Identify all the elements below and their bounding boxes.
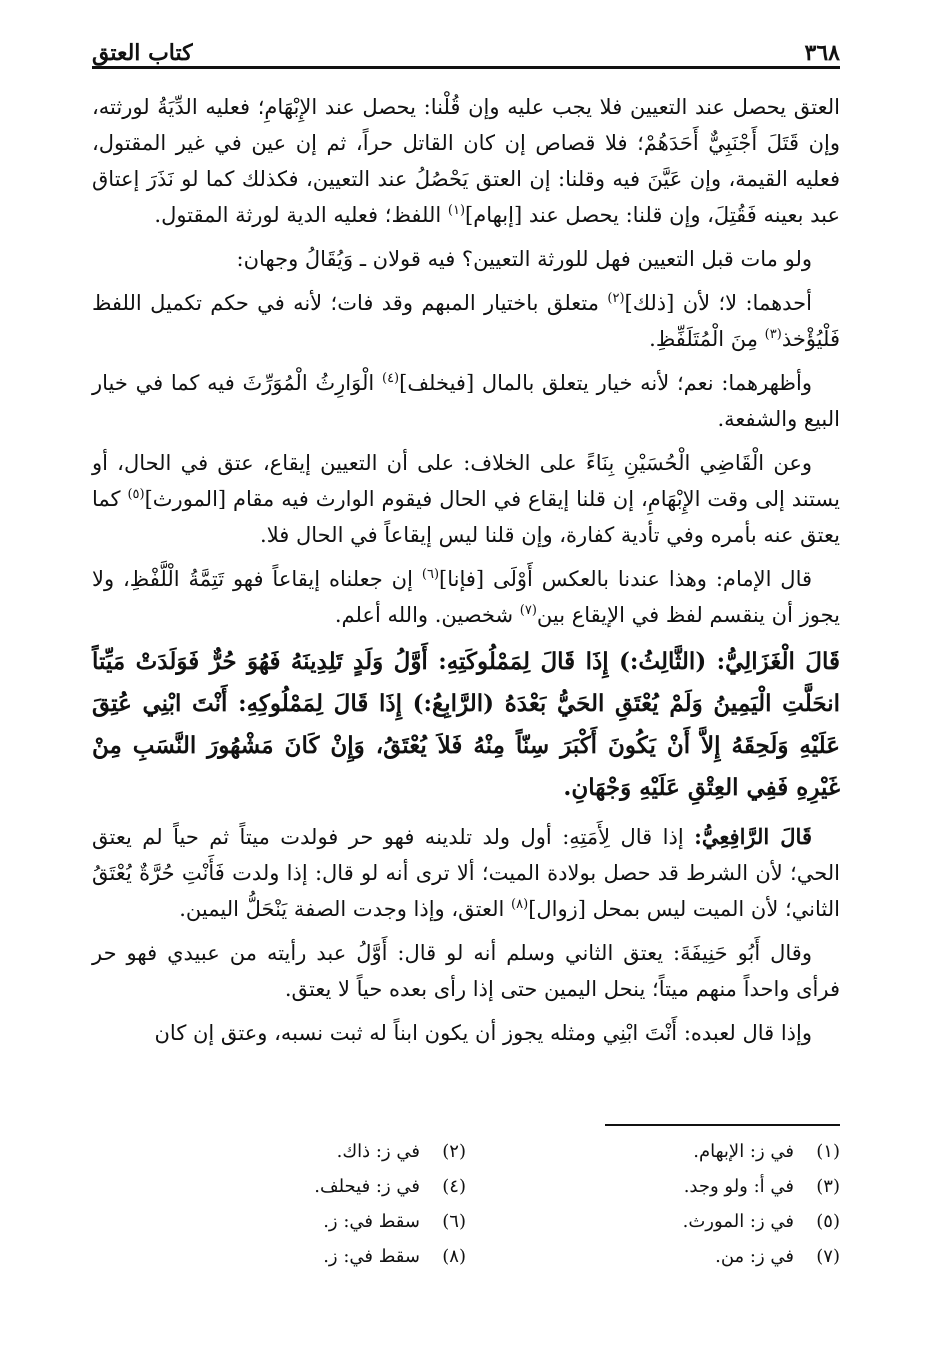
rafii-label: قَالَ الرَّافِعِيُّ: bbox=[694, 824, 812, 849]
footnote-1: (١)في ز: الإبهام. bbox=[693, 1141, 840, 1162]
paragraph-5: وعن الْقَاضِي الْحُسَيْنِ بِنَاءً على الخلاف: على أن التعيين إيقاع، عتق في الحال، أو يستند إلى وقت الإِبْهَامِ، إن قلنا إيقاع في الحال فيقوم الوارث فيه مقام [المورث]$^{(٥)}$ كما يعتق عنه بأمره وفي تأدية كفارة، وإن قلنا ليس إيقاعاً في الحال فلا. bbox=[92, 451, 840, 547]
paragraph-4: وأظهرهما: نعم؛ لأنه خيار يتعلق بالمال [فيخلف]$^{(٤)}$ الْوَارِثُ الْمُوَرِّثَ فيه كما في خيار البيع والشفعة. bbox=[92, 371, 840, 431]
footnote-3: (٣)في أ: ولو وجد. bbox=[683, 1176, 840, 1197]
footnote-2: (٢)في ز: ذاك. bbox=[336, 1141, 466, 1162]
paragraph-6: قال الإمام: وهذا عندنا بالعكس أَوْلَى [فإنا]$^{(٦)}$ إن جعلناه إيقاعاً فهو تَتِمَّةُ الْلَّفْظِ، ولا يجوز أن ينقسم لفظ في الإيقاع بين$^{(٧)}$ شخصين. والله أعلم. bbox=[92, 567, 840, 627]
footnotes bbox=[92, 1134, 840, 1274]
footnote-7: (٧)في ز: من. bbox=[715, 1246, 840, 1267]
footnote-ref-5: (٥) bbox=[127, 487, 145, 502]
rafii-paragraph: قَالَ الرَّافِعِيُّ: إذا قال لِأَمَتِهِ: أول ولد تلدينه فهو حر فولدت ميتاً ثم حياً لم يعتق الحي؛ لأن الشرط قد حصل بولادة الميت؛ ألا ترى أنه لو قال: إذا ولدت فَأَنْتِ حُرَّةٌ يُعْتَقُ الثاني؛ لأن الميت ليس بمحل [زوال]$^{(٨)}$ العتق، وإذا وجدت الصفة يَنْحَلُّ اليمين. bbox=[92, 824, 840, 921]
footnote-ref-6: (٦) bbox=[421, 567, 440, 582]
hanifa-paragraph: وقال أَبُو حَنِيفَةَ: يعتق الثاني وسلم أنه لو قال: أَوَّلُ عبد رأيته من عبيدي فهو حر فرأى واحداً منهم ميتاً؛ ينحل اليمين حتى إذا رأى بعده حياً لا يعتق. bbox=[92, 941, 840, 1001]
footnote-5: (٥)في ز: المورث. bbox=[682, 1211, 840, 1232]
book-title: كتاب العتق bbox=[92, 40, 193, 66]
footnote-ref-8: (٨) bbox=[511, 897, 529, 912]
last-paragraph: وإذا قال لعبده: أَنْتَ ابْنِي ومثله يجوز أن يكون ابناً له ثبت نسبه، وعتق إن كان bbox=[154, 1021, 812, 1045]
footnote-ref-7: (٧) bbox=[519, 603, 537, 618]
footnote-ref-2: (٢) bbox=[607, 291, 625, 306]
paragraph-2: ولو مات قبل التعيين فهل للورثة التعيين؟ فيه قولان ـ وَيُقَالُ وجهان: bbox=[236, 247, 812, 271]
footnote-ref-1: (١) bbox=[447, 203, 466, 218]
ghazali-text: قَالَ الْغَزَالِيُّ: (الثَّالِثُ:) إِذَا قَالَ لِمَمْلُوكَتِهِ: أَوَّلُ وَلَدٍ تَلِدِينَهُ فَهُوَ حُرٌّ فَوَلَدَتْ مَيِّتاً انحَلَّتِ الْيَمِينُ وَلَمْ يُعْتَقِ الحَيُّ بَعْدَهُ (الرَّابِعُ:) إِذَا قَالَ لِمَمْلُوكِهِ: أَنْتَ ابْنِي عُتِقَ عَلَيْهِ وَلَحِقَهُ إِلاَّ أَنْ يَكُونَ أَكْبَرَ سِنّاً مِنْهُ فَلاَ يُعْتَقُ، وَإِنْ كَانَ مَشْهُورَ النَّسَبِ مِنْ غَيْرِهِ فَفِي العِتْقِ عَلَيْهِ وَجْهَانِ. bbox=[92, 648, 840, 801]
paragraph-3: أحدهما: لا؛ لأن [ذلك]$^{(٢)}$ متعلق باختيار المبهم وقد فات؛ لأنه في حكم تكميل اللفظ فَلْيُؤْخذ$^{(٣)}$ مِنَ الْمُتَلَفِّظِ. bbox=[92, 291, 840, 351]
footnote-ref-4: (٤) bbox=[381, 371, 400, 386]
footnote-6: (٦)سقط في: ز. bbox=[323, 1211, 466, 1232]
footnote-4: (٤)في ز: فيحلف. bbox=[314, 1176, 466, 1197]
footnote-ref-3: (٣) bbox=[764, 327, 782, 342]
footnote-8: (٨)سقط في: ز. bbox=[323, 1246, 466, 1267]
page-number: ٣٦٨ bbox=[804, 40, 840, 66]
paragraph-1: العتق يحصل عند التعيين فلا يجب عليه وإن قُلْنا: يحصل عند الإِبْهَامِ؛ فعليه الدِّيَةُ لورثته، وإن قَتَلَ أَجْنَبِيٌّ أَحَدَهُمْ؛ فلا قصاص إن كان القاتل حراً، ثم إن عين في غير المقتول، فعليه القيمة، وإن عَيَّنَ فيه وقلنا: إن العتق يَحْصُلُ عند التعيين، فكذلك كما لو نَذَرَ إعتاق عبد بعينه فَقُتِلَ، وإن قلنا: يحصل عند [إبهام]$^{(١)}$ اللفظ؛ فعليه الدية لورثة المقتول. bbox=[92, 95, 840, 227]
footnote-separator bbox=[605, 1124, 840, 1126]
running-head bbox=[92, 28, 840, 69]
